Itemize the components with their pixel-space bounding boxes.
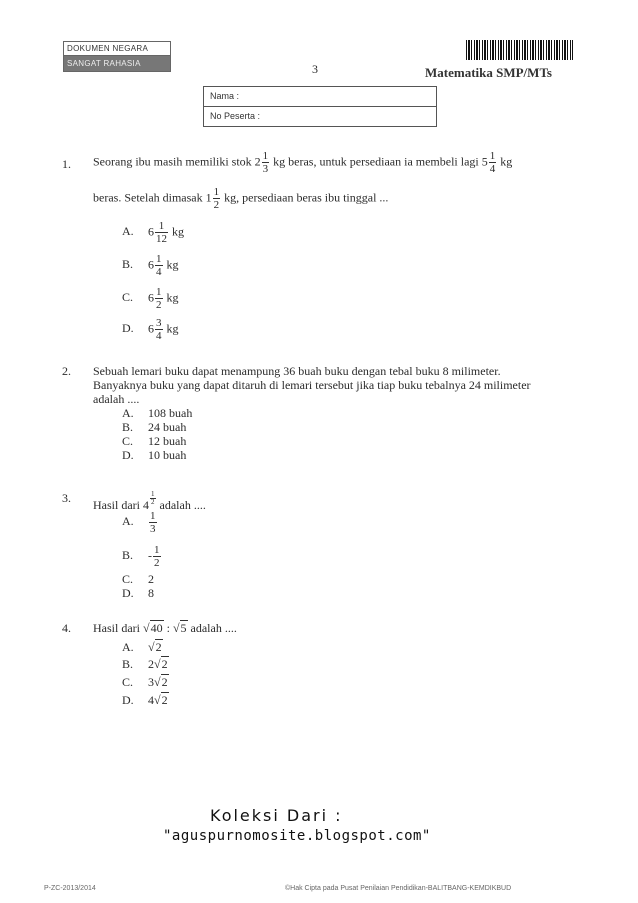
q2-number: 2.: [62, 364, 71, 378]
q2-option-b: B. 24 buah: [122, 420, 187, 434]
barcode-image: [466, 40, 573, 60]
copyright-notice: ©Hak Cipta pada Pusat Penilaian Pendidikan-BALITBANG-KEMDIKBUD: [285, 885, 512, 892]
q1-text-a: Seorang ibu masih memiliki stok 2: [93, 154, 261, 169]
q2-line1: Sebuah lemari buku dapat menampung 36 buah buku dengan tebal buku 8 milimeter.: [93, 364, 501, 378]
q1-option-a: A. 6 $\frac{1}{12}$ kg: [122, 220, 184, 245]
q4-option-b: B. 2√2: [122, 657, 168, 671]
q1-text-e: kg, persediaan beras ibu tinggal ...: [224, 190, 389, 205]
q3-option-d: D. 8: [122, 586, 154, 600]
q1-option-c: C. 6 $\frac{1}{2}$ kg: [122, 286, 179, 311]
q1-number: 1.: [62, 157, 71, 171]
secrecy-label: SANGAT RAHASIA: [64, 56, 170, 71]
q4-option-c: C. 3√2: [122, 675, 168, 689]
q2-option-c: C. 12 buah: [122, 434, 187, 448]
q4-text: Hasil dari √40 : √5 adalah ....: [93, 621, 237, 635]
name-field: Nama :: [210, 91, 240, 101]
q2-line3: adalah ....: [93, 392, 140, 406]
q1-fraction-1: $\frac{1}{3}$: [262, 150, 269, 175]
q4-option-a: A. √2: [122, 640, 162, 654]
q1-text-line2: [93, 186, 388, 211]
q1-text-b: kg beras, untuk persediaan ia membeli lagi 5: [273, 154, 488, 169]
student-id-box: [203, 86, 437, 127]
q2-option-a: A. 108 buah: [122, 406, 193, 420]
q1-option-d: D. 6 $\frac{3}{4}$ kg: [122, 317, 179, 342]
subject-title: Matematika SMP/MTs: [425, 65, 552, 80]
q3-number: 3.: [62, 491, 71, 505]
collection-label: Koleksi Dari :: [210, 806, 343, 825]
page-number: 3: [312, 62, 318, 76]
q3-text: Hasil dari 4 $\frac{1}{2}$ adalah ....: [93, 490, 206, 512]
q4-option-d: D. 4√2: [122, 693, 168, 707]
document-classification-box: [63, 41, 171, 72]
q4-radicand-2: 5: [180, 621, 187, 635]
participant-number-field: No Peserta :: [204, 106, 436, 126]
q3-exponent: $\frac{1}{2}$: [151, 490, 155, 506]
q1-option-b: B. 6 $\frac{1}{4}$ kg: [122, 253, 179, 278]
q1-fraction-3: $\frac{1}{2}$: [213, 186, 220, 211]
q4-radicand-1: 40: [150, 621, 163, 635]
q4-number: 4.: [62, 621, 71, 635]
q1-text-d: beras. Setelah dimasak 1: [93, 190, 212, 205]
q1-text-c: kg: [500, 154, 513, 169]
q2-option-d: D. 10 buah: [122, 448, 187, 462]
doc-type-label: DOKUMEN NEGARA: [64, 42, 170, 56]
exam-code: P-ZC-2013/2014: [44, 885, 96, 892]
q1-text-line1: [93, 150, 512, 175]
q3-option-b: B. - $\frac{1}{2}$: [122, 544, 160, 569]
q3-option-a: A. $\frac{1}{3}$: [122, 510, 156, 535]
q1-fraction-2: $\frac{1}{4}$: [489, 150, 496, 175]
q3-option-c: C. 2: [122, 572, 154, 586]
q2-line2: Banyaknya buku yang dapat ditaruh di lemari tersebut jika tiap buku tebalnya 24 milimeter: [93, 378, 531, 392]
blog-url: "aguspurnomosite.blogspot.com": [163, 828, 431, 844]
